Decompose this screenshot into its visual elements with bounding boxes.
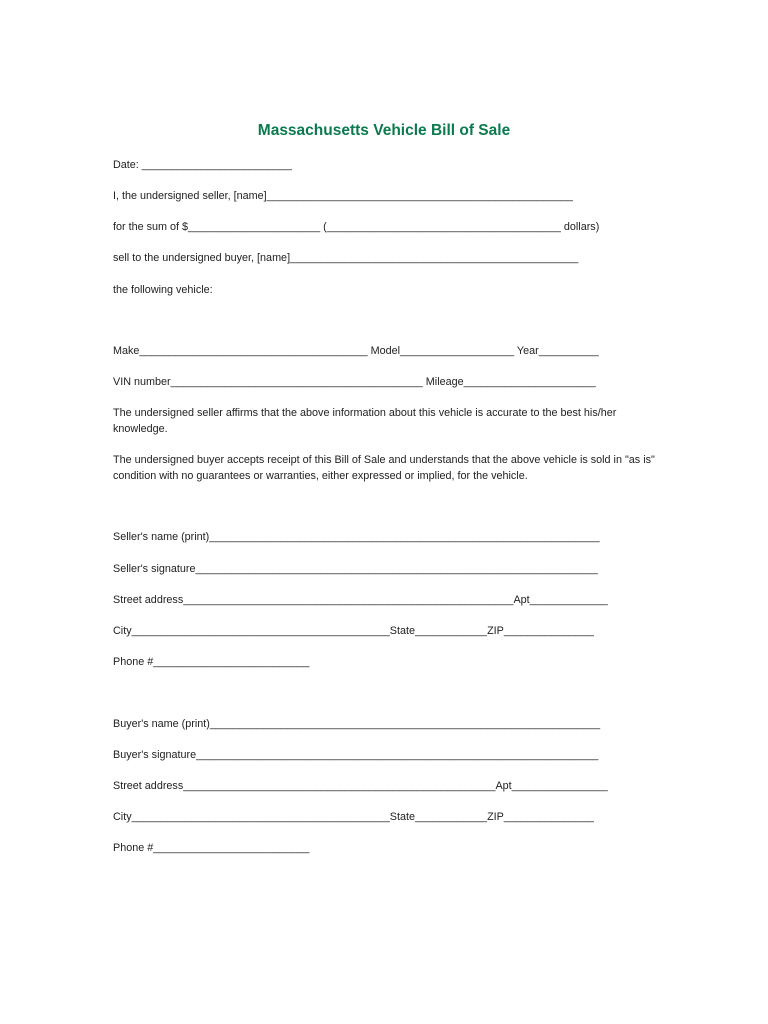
buyer-name-line: sell to the undersigned buyer, [name]________________________________________________ — [113, 252, 579, 264]
buyer-print-name-line: Buyer's name (print)_________________________________________________________________ — [113, 718, 601, 730]
seller-signature-line: Seller's signature___________________________________________________________________ — [113, 563, 598, 575]
seller-phone-line: Phone #__________________________ — [113, 656, 310, 668]
following-vehicle-line: the following vehicle: — [113, 284, 213, 296]
buyer-street-address-line: Street address____________________________________________________Apt________________ — [113, 780, 608, 792]
sum-line: for the sum of $______________________ (_______________________________________ dollars) — [113, 221, 600, 233]
seller-print-name-line: Seller's name (print)_________________________________________________________________ — [113, 531, 600, 543]
buyer-phone-line: Phone #__________________________ — [113, 842, 310, 854]
vin-mileage-line: VIN number__________________________________________ Mileage______________________ — [113, 376, 596, 388]
seller-city-state-zip-line: City___________________________________________State____________ZIP_______________ — [113, 625, 594, 637]
seller-street-address-line: Street address_______________________________________________________Apt_____________ — [113, 594, 608, 606]
buyer-signature-line: Buyer's signature___________________________________________________________________ — [113, 749, 599, 761]
seller-affirmation-paragraph: The undersigned seller affirms that the above information about this vehicle is accurate to the best his/her knowledge. — [113, 407, 617, 435]
buyer-city-state-zip-line: City___________________________________________State____________ZIP_______________ — [113, 811, 594, 823]
page-title: Massachusetts Vehicle Bill of Sale — [257, 122, 511, 139]
buyer-acceptance-paragraph: The undersigned buyer accepts receipt of this Bill of Sale and understands that the above vehicle is sold in "as is" condition with no guarantees or warranties, either expressed or implied, for the vehicle. — [113, 454, 655, 482]
seller-name-line: I, the undersigned seller, [name]___________________________________________________ — [113, 190, 573, 202]
date-line: Date: _________________________ — [113, 159, 292, 171]
make-model-year-line: Make______________________________________ Model___________________ Year__________ — [113, 345, 599, 357]
